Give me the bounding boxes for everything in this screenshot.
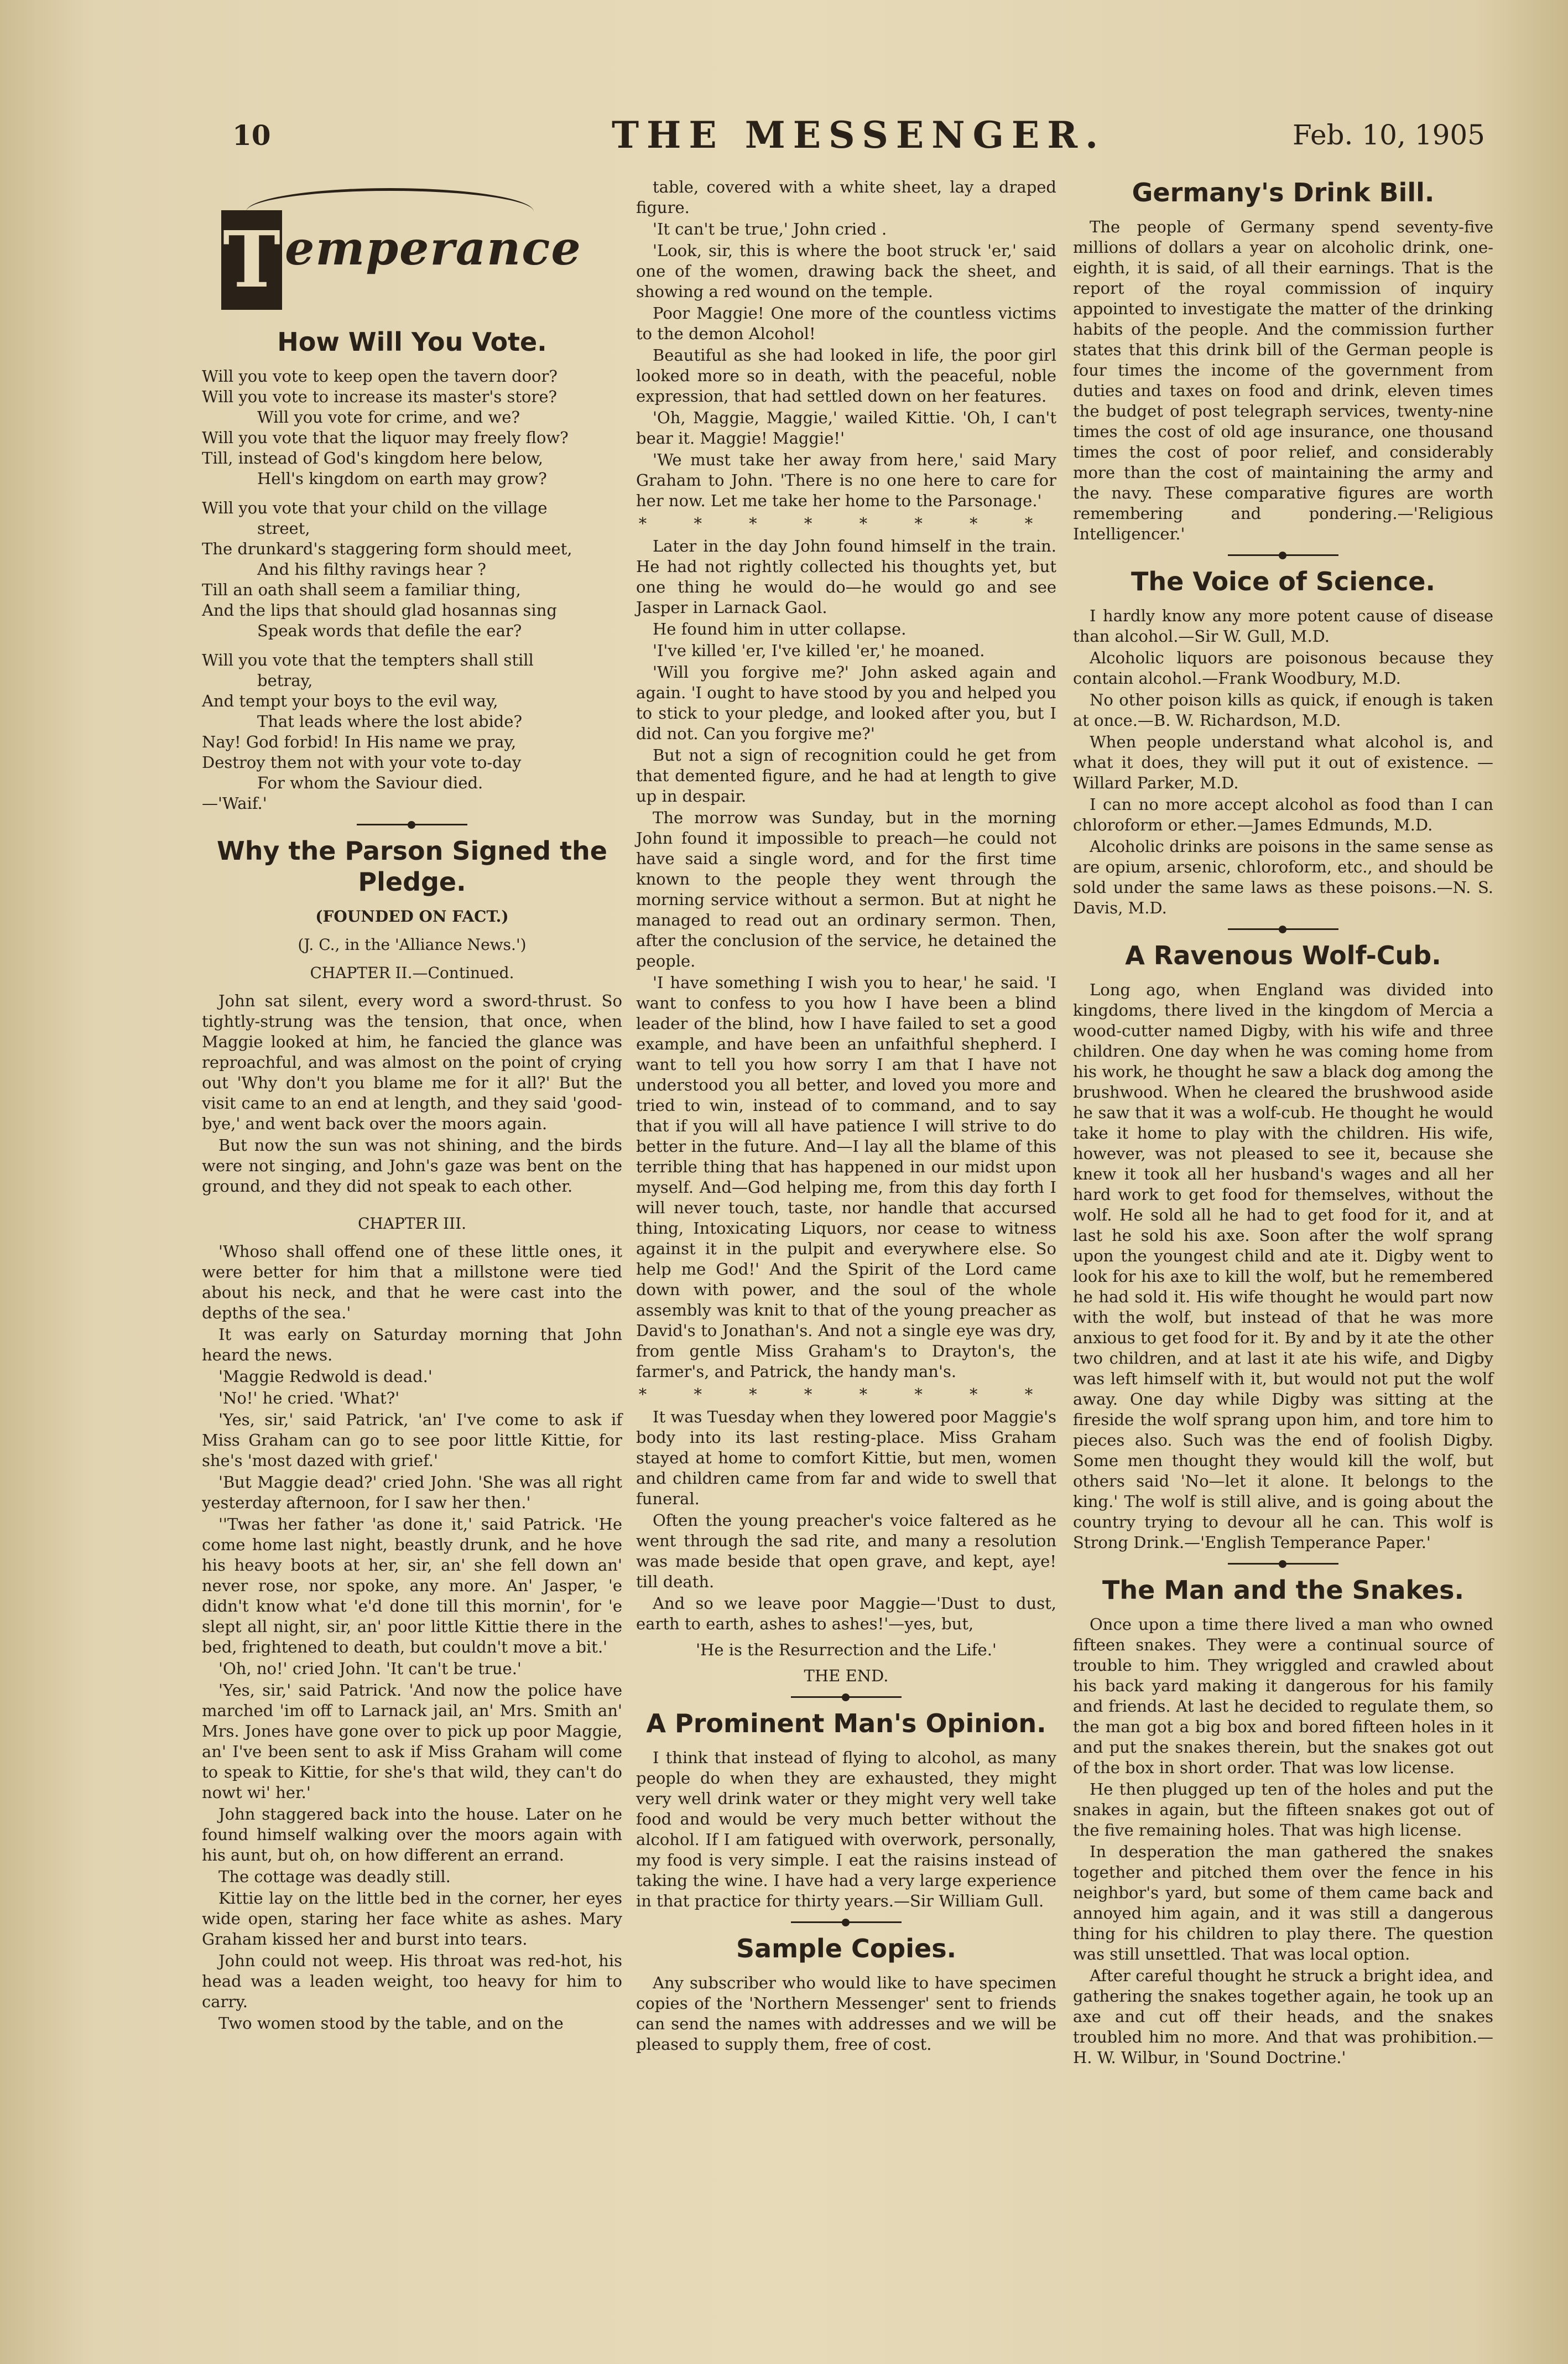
poem-line: Will you vote to increase its master's store?: [202, 387, 558, 406]
paragraph: 'Maggie Redwold is dead.': [218, 1367, 433, 1386]
paragraph: And so we leave poor Maggie—'Dust to dust, earth to earth, ashes to ashes!'—yes, but,: [636, 1594, 1056, 1633]
chapter-heading: CHAPTER II.—Continued.: [310, 964, 514, 982]
poem-line: —'Waif.': [202, 794, 267, 813]
chapter-heading: CHAPTER III.: [357, 1214, 467, 1233]
drink-bill-text: The people of Germany spend seventy-five millions of dollars a year on alcoholic drink, one-eighth, it is said, of all their earnings. That is the report of the royal commission of inquiry appointed to investigate the matter of the drinking habits of the people. And the commission further states that this drink bill of the German people is four times the income of the government from duties and taxes on food and drink, eleven times the budget of post telegraph services, twenty-nine times the cost of old age insurance, one thousand times the cost of poor relief, and considerably more than the cost of maintaining the army and the navy. These comparative figures are worth remembering and pondering.—'Religious Intelligencer.': [1073, 217, 1493, 543]
poem-line: Destroy them not with your vote to-day: [202, 753, 522, 772]
story-subtitle: (FOUNDED ON FACT.): [315, 907, 509, 926]
page-number: 10: [232, 119, 271, 152]
logo-initial: T: [221, 210, 282, 310]
poem-stanza: [202, 650, 622, 814]
science-quote: Alcoholic liquors are poisonous because they contain alcohol.—Frank Woodbury, M.D.: [1073, 648, 1493, 688]
paragraph: Beautiful as she had looked in life, the poor girl looked more so in death, with the peaceful, noble expression, that had settled down on her features.: [636, 346, 1056, 406]
paragraph: Often the young preacher's voice faltered as he went through the sad rite, and many a resolution was made beside that open grave, and kept, aye! till death.: [636, 1511, 1056, 1591]
poem-line: Nay! God forbid! In His name we pray,: [202, 732, 517, 751]
section-divider: [791, 1921, 902, 1923]
paragraph: Once upon a time there lived a man who owned fifteen snakes. They were a continual source of trouble to him. They wriggled and crawled about his back yard making it dangerous for his family and friends. At last he decided to regulate them, so the man got a big box and bored fifteen holes in it and put the snakes therein, but the snakes got out of the box in short order. That was low license.: [1073, 1615, 1493, 1777]
wolf-cub-text: Long ago, when England was divided into kingdoms, there lived in the kingdom of Mercia a wood-cutter named Digby, with his wife and three children. One day when he was coming home from his work, he thought he saw a black dog among the brushwood. When he cleared the brushwood aside he saw that it was a wolf-cub. He thought he would take it home to play with the children. His wife, however, was not pleased to see it, because she knew it took all her husband's wages and all her hard work to get food for themselves, without the wolf. He sold all he had to get food for it, and at last he sold his axe. Soon after the wolf sprang upon the youngest child and ate it. Digby went to look for his axe to kill the wolf, but he remembered he had sold it. His wife thought he would part now with the wolf, but instead of that he was more anxious to get food for it. By and by it ate the other two children, and at last it ate his wife, and Digby was left himself with it, but would not put the wolf away. One day while Digby was sitting at the fireside the wolf sprang upon him, and tore him to pieces also. Such was the end of foolish Digby. Some men thought they would kill the wolf, but others said 'No—let it alone. It belongs to the king.' The wolf is still alive, and is going about the country trying to devour all he can. This wolf is Strong Drink.—'English Temperance Paper.': [1073, 980, 1493, 1552]
section-stars: * * * * * * * *: [638, 1385, 1054, 1404]
science-quote: I can no more accept alcohol as food than I can chloroform or ether.—James Edmunds, M.D.: [1073, 795, 1493, 834]
poem-line: Will you vote that the tempters shall still: [202, 651, 534, 669]
paragraph: John sat silent, every word a sword-thrust. So tightly-strung was the tension, that once, when Maggie looked at him, he fancied the glance was reproachful, and was almost on the point of crying out 'Why don't you blame me for it all?' But the visit came to an end at length, and they said 'good-bye,' and went back over the moors again.: [202, 991, 622, 1133]
wolf-cub-title: A Ravenous Wolf-Cub.: [1125, 941, 1441, 970]
snakes-text: [1073, 1614, 1493, 2068]
story-text: [636, 177, 1056, 511]
poem-line: Till an oath shall seem a familiar thing,: [202, 580, 521, 599]
story-text: [202, 991, 622, 1197]
poem-line: street,: [257, 519, 310, 538]
paragraph: 'Yes, sir,' said Patrick, 'an' I've come to ask if Miss Graham can go to see poor little Kittie, for she's 'most dazed with grief.': [202, 1410, 622, 1470]
temperance-logo: [202, 177, 622, 315]
logo-word: emperance: [285, 221, 582, 276]
poem-line: Will you vote that the liquor may freely flow?: [202, 428, 569, 447]
poem-line: And tempt your boys to the evil way,: [202, 692, 498, 710]
poem-line: That leads where the lost abide?: [257, 712, 523, 731]
story-source: (J. C., in the 'Alliance News.'): [298, 936, 527, 954]
section-stars: * * * * * * * *: [638, 514, 1054, 533]
snakes-title: The Man and the Snakes.: [1102, 1575, 1464, 1605]
paragraph: 'Oh, Maggie, Maggie,' wailed Kittie. 'Oh, I can't bear it. Maggie! Maggie!': [636, 408, 1056, 448]
sample-copies-text: Any subscriber who would like to have specimen copies of the 'Northern Messenger' sent to friends can send the names with addresses and we will be pleased to supply them, free of cost.: [636, 1973, 1056, 2054]
paragraph: 'Whoso shall offend one of these little ones, it were better for him that a millstone were tied about his neck, and that he were cast into the depths of the sea.': [202, 1242, 622, 1322]
paragraph: The cottage was deadly still.: [218, 1867, 451, 1886]
poem-stanza: [202, 498, 622, 641]
drink-bill-title: Germany's Drink Bill.: [1132, 178, 1435, 207]
paragraph: Poor Maggie! One more of the countless victims to the demon Alcohol!: [636, 304, 1056, 343]
poem-stanza: [202, 366, 622, 489]
science-quotes: [1073, 606, 1493, 918]
column-3: [1073, 177, 1493, 2069]
paragraph: Two women stood by the table, and on the: [218, 2014, 564, 2033]
closing-quote: 'He is the Resurrection and the Life.': [696, 1640, 997, 1659]
story-title: Why the Parson Signed the Pledge.: [216, 836, 608, 897]
paragraph: 'Yes, sir,' said Patrick. 'And now the police have marched 'im off to Larnack jail, an' Mrs. Smith an' Mrs. Jones have gone over to pick up poor Maggie, an' I've been sent to ask if Miss Graham will come to speak to Kittie, for she's that wild, they can't do nowt wi' her.': [202, 1681, 622, 1802]
column-1: [202, 177, 622, 2035]
poem-line: For whom the Saviour died.: [257, 773, 483, 792]
poem: [202, 366, 622, 814]
paragraph: table, covered with a white sheet, lay a draped figure.: [636, 178, 1056, 217]
paragraph: It was Tuesday when they lowered poor Maggie's body into its last resting-place. Miss Graham stayed at home to comfort Kittie, but men, women and children came from far and wide to swell that funeral.: [636, 1407, 1056, 1508]
paragraph: John could not weep. His throat was red-hot, his head was a leaden weight, too heavy for him to carry.: [202, 1951, 622, 2011]
section-divider: [1228, 554, 1338, 556]
science-quote: Alcoholic drinks are poisons in the same sense as are opium, arsenic, chloroform, etc., and should be sold under the same laws as these poisons.—N. S. Davis, M.D.: [1073, 837, 1493, 917]
science-quote: No other poison kills as quick, if enough is taken at once.—B. W. Richardson, M.D.: [1073, 690, 1493, 730]
paragraph: But now the sun was not shining, and the birds were not singing, and John's gaze was bent on the ground, and they did not speak to each other.: [202, 1136, 622, 1196]
issue-date: Feb. 10, 1905: [1293, 119, 1485, 151]
science-quote: When people understand what alcohol is, and what it does, they will put it out of existence. —Willard Parker, M.D.: [1073, 732, 1493, 792]
story-text: [636, 1407, 1056, 1634]
masthead: [232, 113, 1485, 163]
paper-title: THE MESSENGER.: [611, 113, 1106, 157]
paragraph: 'We must take her away from here,' said Mary Graham to John. 'There is no one here to care for her now. Let me take her home to the Parsonage.': [636, 450, 1056, 510]
sample-copies-title: Sample Copies.: [736, 1934, 957, 1963]
paragraph: 'Look, sir, this is where the boot struck 'er,' said one of the women, drawing back the sheet, and showing a red wound on the temple.: [636, 241, 1056, 301]
story-text: [636, 536, 1056, 1382]
paragraph: It was early on Saturday morning that John heard the news.: [202, 1325, 622, 1364]
paragraph: Later in the day John found himself in the train. He had not rightly collected his thoughts yet, but one thing he would do—he would go and see Jasper in Larnack Gaol.: [636, 537, 1056, 617]
opinion-text: I think that instead of flying to alcohol, as many people do when they are exhausted, they might very well drink water or they might very well take food and would be very much better without the alcohol. If I am fatigued with overwork, personally, my food is very simple. I eat the raisins instead of taking the wine. I have had a very large experience in that practice for thirty years.—Sir William Gull.: [636, 1748, 1056, 1910]
column-2: [636, 177, 1056, 2056]
paragraph: But not a sign of recognition could he get from that demented figure, and he had at length to give up in despair.: [636, 746, 1056, 806]
paragraph: The morrow was Sunday, but in the morning John found it impossible to preach—he could not have said a single word, and for the first time known to the people they went through the morning service without a sermon. But at night he managed to read out an ordinary sermon. Then, after the conclusion of the service, he detained the people.: [636, 808, 1056, 970]
poem-line: The drunkard's staggering form should meet,: [202, 539, 572, 558]
paragraph: 'Will you forgive me?' John asked again and again. 'I ought to have stood by you and helped you to stick to your pledge, and looked after you, but I did not. Can you forgive me?': [636, 663, 1056, 743]
paragraph: 'But Maggie dead?' cried John. 'She was all right yesterday afternoon, for I saw her then.': [202, 1473, 622, 1512]
poem-line: Will you vote to keep open the tavern door?: [202, 367, 558, 386]
poem-line: Hell's kingdom on earth may grow?: [257, 469, 547, 488]
poem-line: Till, instead of God's kingdom here below,: [202, 449, 543, 467]
paragraph: 'No!' he cried. 'What?': [218, 1389, 400, 1407]
poem-line: And his filthy ravings hear ?: [257, 560, 486, 579]
section-divider: [1228, 1563, 1338, 1565]
paragraph: 'It can't be true,' John cried .: [653, 220, 887, 238]
poem-line: Will you vote that your child on the village: [202, 498, 548, 517]
poem-title: How Will You Vote.: [277, 327, 547, 357]
paragraph: ''Twas her father 'as done it,' said Patrick. 'He come home last night, beastly drunk, and he hove his heavy boots at her, sir, an' she fell down an' never rose, nor spoke, any more. An' Jasper, 'e didn't know what 'e'd done till this mornin', for 'e slept all night, sir, an' poor little Kittie there in the bed, frightened to death, but couldn't move a bit.': [202, 1515, 622, 1656]
paragraph: 'I've killed 'er, I've killed 'er,' he moaned.: [653, 641, 985, 660]
science-quote: I hardly know any more potent cause of disease than alcohol.—Sir W. Gull, M.D.: [1073, 606, 1493, 646]
paragraph: In desperation the man gathered the snakes together and pitched them over the fence in his neighbor's yard, but some of them came back and annoyed him again, and it was still a dangerous thing for his children to play there. The question was still unsettled. That was local option.: [1073, 1842, 1493, 1963]
paragraph: He found him in utter collapse.: [653, 620, 907, 638]
poem-line: Speak words that defile the ear?: [257, 621, 522, 640]
poem-line: And the lips that should glad hosannas sing: [202, 601, 557, 620]
section-divider: [357, 824, 467, 825]
section-divider: [791, 1696, 902, 1698]
paragraph: 'I have something I wish you to hear,' he said. 'I want to confess to you how I have been a blind leader of the blind, how I have failed to set a good example, and have been an unfaithful shepherd. I want to tell you how sorry I am that I have not understood you all better, and loved you more and tried to win, instead of to command, and to say that if you will all have patience I will strive to do better in the future. And—I lay all the blame of this terrible thing that has happened in our midst upon myself. And—God helping me, from this day forth I will never touch, taste, nor handle that accursed thing, Intoxicating Liquors, nor cease to witness against it in the pulpit and everywhere else. So help me God!' And the Spirit of the Lord came down with power, and the soul of the whole assembly was knit to that of the young preacher as David's to Jonathan's. And not a single eye was dry, from gentle Miss Graham's to Drayton's, the farmer's, and Patrick, the handy man's.: [636, 973, 1056, 1381]
poem-line: Will you vote for crime, and we?: [257, 408, 520, 427]
paragraph: He then plugged up ten of the holes and put the snakes in again, but the fifteen snakes got out of the five remaining holes. That was high license.: [1073, 1780, 1493, 1840]
story-text: [202, 1241, 622, 2034]
opinion-title: A Prominent Man's Opinion.: [646, 1708, 1046, 1738]
science-title: The Voice of Science.: [1131, 567, 1435, 596]
paragraph: After careful thought he struck a bright idea, and gathering the snakes together again, he took up an axe and cut off their heads, and the snakes troubled him no more. And that was prohibition.—H. W. Wilbur, in 'Sound Doctrine.': [1073, 1966, 1493, 2067]
section-divider: [1228, 928, 1338, 930]
paragraph: Kittie lay on the little bed in the corner, her eyes wide open, staring her face white as ashes. Mary Graham kissed her and burst into tears.: [202, 1889, 622, 1949]
paragraph: 'Oh, no!' cried John. 'It can't be true.': [218, 1659, 522, 1678]
poem-line: betray,: [257, 671, 313, 690]
the-end-label: THE END.: [804, 1666, 889, 1685]
paragraph: John staggered back into the house. Later on he found himself walking over the moors again with his aunt, but oh, on how different an errand.: [202, 1805, 622, 1864]
